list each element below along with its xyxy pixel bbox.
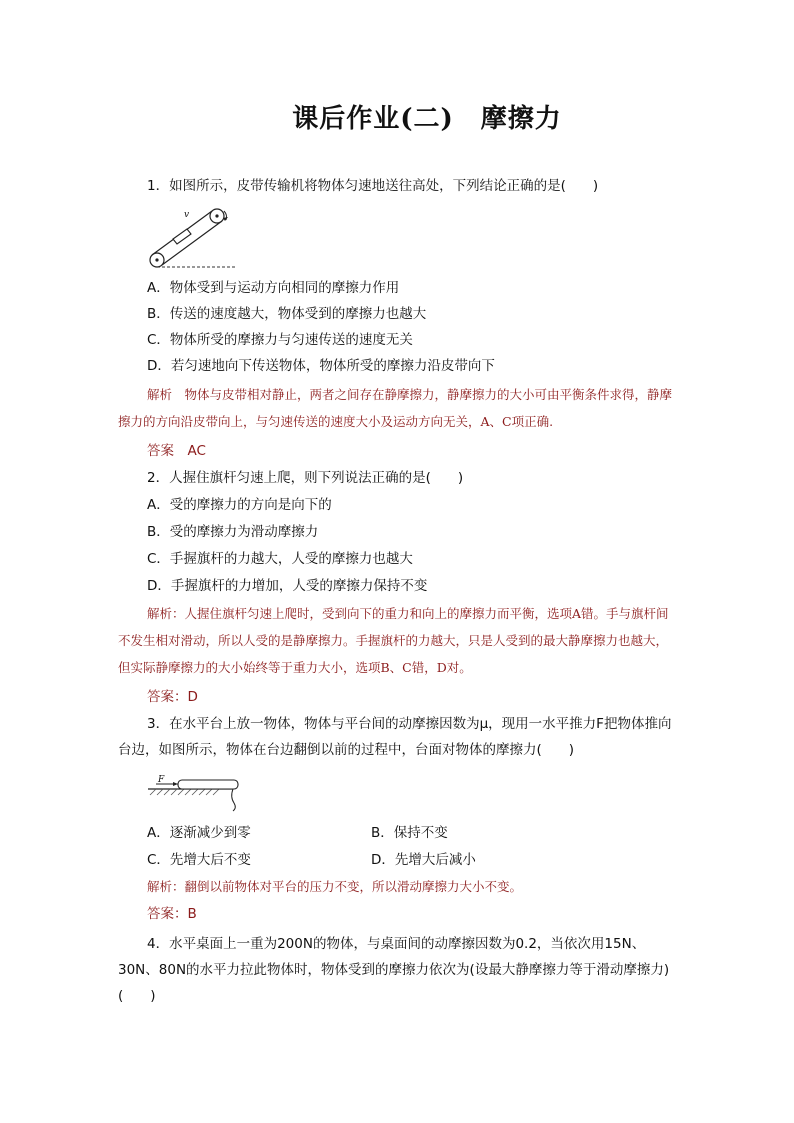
q1-solution: 解析 物体与皮带相对静止，两者之间存在静摩擦力，静摩擦力的大小可由平衡条件求得，静摩擦力的方向沿皮带向上，与匀速传送的速度大小及运动方向无关，A、C项正确.: [118, 387, 673, 429]
q3-option-a: A．逐渐减少到零: [147, 825, 251, 841]
q3-answer: 答案：B: [147, 906, 197, 922]
force-label: F: [158, 775, 165, 785]
q1-option-b: B．传送的速度越大，物体受到的摩擦力也越大: [147, 306, 427, 322]
q3-option-c: C．先增大后不变: [147, 852, 251, 868]
q1-stem: 1．如图所示，皮带传输机将物体匀速地送往高处，下列结论正确的是( ): [147, 178, 599, 194]
q3-stem: 3．在水平台上放一物体，物体与平台间的动摩擦因数为μ，现用一水平推力F把物体推向台边，如图所示，物体在台边翻倒以前的过程中，台面对物体的摩擦力( ): [118, 716, 672, 758]
q2-option-a: A．受的摩擦力的方向是向下的: [147, 497, 332, 513]
q3-option-d: D．先增大后减小: [371, 852, 476, 868]
page-title: 课后作业(二) 摩擦力: [292, 104, 562, 134]
q2-option-b: B．受的摩擦力为滑动摩擦力: [147, 524, 319, 540]
conveyor-belt-figure: [145, 204, 245, 274]
q3-solution: 解析：翻倒以前物体对平台的压力不变，所以滑动摩擦力大小不变。: [147, 879, 523, 894]
q1-answer: 答案 AC: [147, 443, 206, 459]
q2-answer: 答案：D: [147, 689, 198, 705]
q2-option-c: C．手握旗杆的力越大，人受的摩擦力也越大: [147, 551, 413, 567]
q1-option-a: A．物体受到与运动方向相同的摩擦力作用: [147, 280, 400, 296]
q1-option-d: D．若匀速地向下传送物体，物体所受的摩擦力沿皮带向下: [147, 358, 495, 374]
q3-option-b: B．保持不变: [371, 825, 448, 841]
q4-stem: 4．水平桌面上一重为200N的物体，与桌面间的动摩擦因数为0.2，当依次用15N、30N、80N的水平力拉此物体时，物体受到的摩擦力依次为(设最大静摩擦力等于滑动摩擦力)( ): [118, 936, 670, 1004]
q2-stem: 2．人握住旗杆匀速上爬，则下列说法正确的是( ): [147, 470, 464, 486]
q1-option-c: C．物体所受的摩擦力与匀速传送的速度无关: [147, 332, 413, 348]
q2-solution: 解析：人握住旗杆匀速上爬时，受到向下的重力和向上的摩擦力而平衡，选项A错。手与旗杆间不发生相对滑动，所以人受的是静摩擦力。手握旗杆的力越大，只是人受到的最大静摩擦力也越大，但实际静摩擦力的大小始终等于重力大小，选项B、C错，D对。: [118, 606, 669, 675]
q2-option-d: D．手握旗杆的力增加，人受的摩擦力保持不变: [147, 578, 428, 594]
velocity-label: v: [184, 210, 190, 220]
